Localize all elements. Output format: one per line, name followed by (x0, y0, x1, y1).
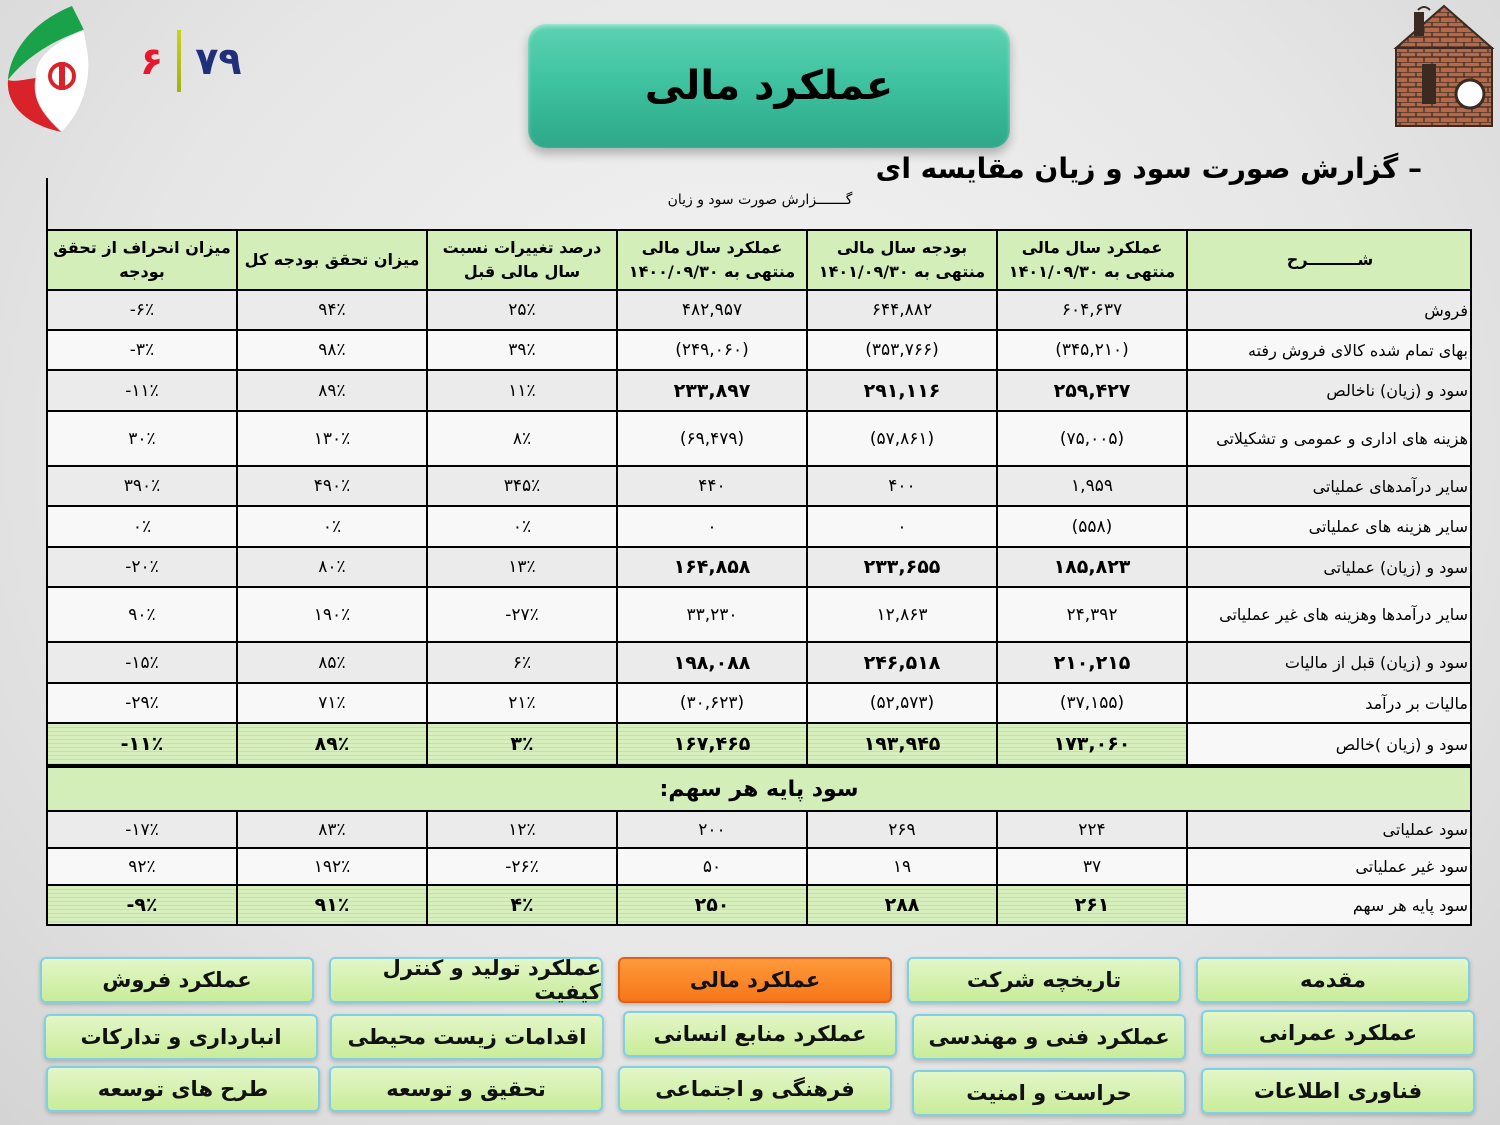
actual-1400-cell: ۵۰ (617, 848, 807, 885)
actual-1401-cell: ۱۷۳,۰۶۰ (997, 723, 1187, 766)
nav-it-button[interactable]: فناوری اطلاعات (1201, 1068, 1475, 1114)
nav-history-button[interactable]: تاریخچه شرکت (907, 957, 1181, 1003)
budget-1401-cell: ۲۴۶,۵۱۸ (807, 642, 997, 683)
row-label: سود و (زیان )خالص (1187, 723, 1471, 766)
realization-cell: ۹۱٪ (237, 885, 427, 925)
table-row (47, 411, 1471, 466)
actual-1400-cell: ۴۸۲,۹۵۷ (617, 290, 807, 330)
deviation-cell: -۱۵٪ (47, 642, 237, 683)
realization-cell: ۴۹۰٪ (237, 466, 427, 506)
eps-header: سود پایه هر سهم: (47, 766, 1471, 811)
actual-1400-cell: (۲۴۹,۰۶۰) (617, 330, 807, 370)
nav-civil-button[interactable]: عملکرد عمرانی (1201, 1010, 1475, 1056)
table-row (47, 642, 1471, 683)
row-label: سایر درآمدهای عملیاتی (1187, 466, 1471, 506)
actual-1401-cell: ۳۷ (997, 848, 1187, 885)
actual-1401-cell: (۵۵۸) (997, 506, 1187, 547)
nav-intro-button[interactable]: مقدمه (1196, 957, 1470, 1003)
table-row (47, 547, 1471, 587)
row-label: سود و (زیان) قبل از مالیات (1187, 642, 1471, 683)
nav-production-button[interactable]: عملکرد تولید و کنترل کیفیت (329, 957, 603, 1003)
budget-1401-cell: ۴۰۰ (807, 466, 997, 506)
nav-culture-button[interactable]: فرهنگی و اجتماعی (618, 1066, 892, 1112)
table-row (47, 848, 1471, 885)
table-header-row (47, 230, 1471, 290)
budget-1401-cell: ۲۶۹ (807, 811, 997, 848)
realization-cell: ۷۱٪ (237, 683, 427, 723)
actual-1401-cell: ۲۲۴ (997, 811, 1187, 848)
table-row-net-profit (47, 723, 1471, 766)
column-header: عملکرد سال مالی منتهی به ۱۴۰۱/۰۹/۳۰ (997, 230, 1187, 290)
budget-1401-cell: ۲۸۸ (807, 885, 997, 925)
actual-1401-cell: ۲۱۰,۲۱۵ (997, 642, 1187, 683)
table-row (47, 506, 1471, 547)
nav-warehouse-button[interactable]: انبارداری و تدارکات (44, 1014, 318, 1060)
change-cell: ۳٪ (427, 723, 617, 766)
change-cell: ۳۴۵٪ (427, 466, 617, 506)
company-logo-icon (1392, 2, 1496, 128)
table-caption: گـــــــزارش صورت سود و زیان (667, 192, 853, 208)
actual-1401-cell: ۲۵۹,۴۲۷ (997, 370, 1187, 411)
column-header: عملکرد سال مالی منتهی به ۱۴۰۰/۰۹/۳۰ (617, 230, 807, 290)
change-cell: ۶٪ (427, 642, 617, 683)
nav-environment-button[interactable]: اقدامات زیست محیطی (330, 1014, 604, 1060)
realization-cell: ۸۵٪ (237, 642, 427, 683)
deviation-cell: ۳۰٪ (47, 411, 237, 466)
actual-1401-cell: ۱,۹۵۹ (997, 466, 1187, 506)
deviation-cell: ۹۰٪ (47, 587, 237, 642)
row-label: سایر هزینه های عملیاتی (1187, 506, 1471, 547)
budget-1401-cell: (۳۵۳,۷۶۶) (807, 330, 997, 370)
change-cell: ۱۳٪ (427, 547, 617, 587)
column-header: میزان تحقق بودجه کل (237, 230, 427, 290)
realization-cell: ۸۳٪ (237, 811, 427, 848)
budget-1401-cell: ۰ (807, 506, 997, 547)
row-label: سود و (زیان) ناخالص (1187, 370, 1471, 411)
actual-1400-cell: ۱۶۷,۴۶۵ (617, 723, 807, 766)
deviation-cell: ۳۹۰٪ (47, 466, 237, 506)
row-label: سود عملیاتی (1187, 811, 1471, 848)
realization-cell: ۱۹۰٪ (237, 587, 427, 642)
income-statement-table (46, 229, 1472, 926)
actual-1400-cell: (۶۹,۴۷۹) (617, 411, 807, 466)
column-header: میزان انحراف از تحقق بودجه (47, 230, 237, 290)
deviation-cell: -۶٪ (47, 290, 237, 330)
actual-1400-cell: ۲۵۰ (617, 885, 807, 925)
change-cell: ۲۵٪ (427, 290, 617, 330)
nav-sales-button[interactable]: عملکرد فروش (40, 957, 314, 1003)
budget-1401-cell: ۶۴۴,۸۸۲ (807, 290, 997, 330)
actual-1400-cell: ۲۰۰ (617, 811, 807, 848)
realization-cell: ۰٪ (237, 506, 427, 547)
actual-1401-cell: (۷۵,۰۰۵) (997, 411, 1187, 466)
deviation-cell: -۱۱٪ (47, 723, 237, 766)
realization-cell: ۸۰٪ (237, 547, 427, 587)
deviation-cell: -۲۹٪ (47, 683, 237, 723)
realization-cell: ۸۹٪ (237, 370, 427, 411)
actual-1400-cell: (۳۰,۶۲۳) (617, 683, 807, 723)
realization-cell: ۱۳۰٪ (237, 411, 427, 466)
table-row (47, 683, 1471, 723)
row-label: سود غیر عملیاتی (1187, 848, 1471, 885)
page-current: ۶ (140, 39, 164, 83)
actual-1400-cell: ۱۶۴,۸۵۸ (617, 547, 807, 587)
realization-cell: ۱۹۲٪ (237, 848, 427, 885)
table-border-line (46, 178, 48, 230)
section-title: – گزارش صورت سود و زیان مقایسه ای (875, 152, 1422, 185)
row-label: فروش (1187, 290, 1471, 330)
actual-1401-cell: ۲۴,۳۹۲ (997, 587, 1187, 642)
nav-financial-button[interactable]: عملکرد مالی (618, 957, 892, 1003)
change-cell: -۲۶٪ (427, 848, 617, 885)
actual-1401-cell: ۲۶۱ (997, 885, 1187, 925)
nav-dev-plans-button[interactable]: طرح های توسعه (46, 1066, 320, 1112)
row-label: هزینه های اداری و عمومی و تشکیلاتی (1187, 411, 1471, 466)
table-row (47, 811, 1471, 848)
actual-1400-cell: ۰ (617, 506, 807, 547)
realization-cell: ۹۸٪ (237, 330, 427, 370)
budget-1401-cell: ۱۲,۸۶۳ (807, 587, 997, 642)
change-cell: ۱۱٪ (427, 370, 617, 411)
page-indicator (140, 30, 242, 92)
change-cell: ۴٪ (427, 885, 617, 925)
actual-1400-cell: ۱۹۸,۰۸۸ (617, 642, 807, 683)
budget-1401-cell: ۲۹۱,۱۱۶ (807, 370, 997, 411)
table-row (47, 370, 1471, 411)
nav-security-button[interactable]: حراست و امنیت (912, 1070, 1186, 1116)
change-cell: ۱۲٪ (427, 811, 617, 848)
deviation-cell: -۱۷٪ (47, 811, 237, 848)
table-row (47, 466, 1471, 506)
budget-1401-cell: ۲۳۳,۶۵۵ (807, 547, 997, 587)
actual-1401-cell: (۳۴۵,۲۱۰) (997, 330, 1187, 370)
page-title-box (528, 24, 1010, 148)
actual-1401-cell: ۶۰۴,۶۳۷ (997, 290, 1187, 330)
nav-research-button[interactable]: تحقیق و توسعه (329, 1066, 603, 1112)
row-label: سود پایه هر سهم (1187, 885, 1471, 925)
actual-1401-cell: (۳۷,۱۵۵) (997, 683, 1187, 723)
actual-1400-cell: ۳۳,۲۳۰ (617, 587, 807, 642)
change-cell: ۳۹٪ (427, 330, 617, 370)
realization-cell: ۸۹٪ (237, 723, 427, 766)
page-total: ۷۹ (195, 39, 242, 83)
row-label: سایر درآمدها وهزینه های غیر عملیاتی (1187, 587, 1471, 642)
column-header: شـــــــــرح (1187, 230, 1471, 290)
change-cell: -۲۷٪ (427, 587, 617, 642)
row-label: مالیات بر درآمد (1187, 683, 1471, 723)
change-cell: ۲۱٪ (427, 683, 617, 723)
change-cell: ۸٪ (427, 411, 617, 466)
row-label: سود و (زیان) عملیاتی (1187, 547, 1471, 587)
table-row-eps-total (47, 885, 1471, 925)
table-row (47, 587, 1471, 642)
deviation-cell: -۱۱٪ (47, 370, 237, 411)
flag-logo-icon (2, 2, 92, 134)
column-header: بودجه سال مالی منتهی به ۱۴۰۱/۰۹/۳۰ (807, 230, 997, 290)
deviation-cell: -۲۰٪ (47, 547, 237, 587)
change-cell: ۰٪ (427, 506, 617, 547)
page-title: عملکرد مالی (644, 63, 894, 109)
eps-header-row (47, 766, 1471, 811)
deviation-cell: ۰٪ (47, 506, 237, 547)
row-label: بهای تمام شده کالای فروش رفته (1187, 330, 1471, 370)
deviation-cell: ۹۲٪ (47, 848, 237, 885)
deviation-cell: -۹٪ (47, 885, 237, 925)
budget-1401-cell: (۵۲,۵۷۳) (807, 683, 997, 723)
budget-1401-cell: (۵۷,۸۶۱) (807, 411, 997, 466)
table-row (47, 290, 1471, 330)
table-row (47, 330, 1471, 370)
column-header: درصد تغییرات نسبت سال مالی قبل (427, 230, 617, 290)
deviation-cell: -۳٪ (47, 330, 237, 370)
actual-1400-cell: ۴۴۰ (617, 466, 807, 506)
nav-hr-button[interactable]: عملکرد منابع انسانی (623, 1011, 897, 1057)
nav-technical-button[interactable]: عملکرد فنی و مهندسی (912, 1014, 1186, 1060)
budget-1401-cell: ۱۹۳,۹۴۵ (807, 723, 997, 766)
budget-1401-cell: ۱۹ (807, 848, 997, 885)
actual-1401-cell: ۱۸۵,۸۲۳ (997, 547, 1187, 587)
actual-1400-cell: ۲۳۳,۸۹۷ (617, 370, 807, 411)
realization-cell: ۹۴٪ (237, 290, 427, 330)
page-separator (177, 30, 181, 92)
